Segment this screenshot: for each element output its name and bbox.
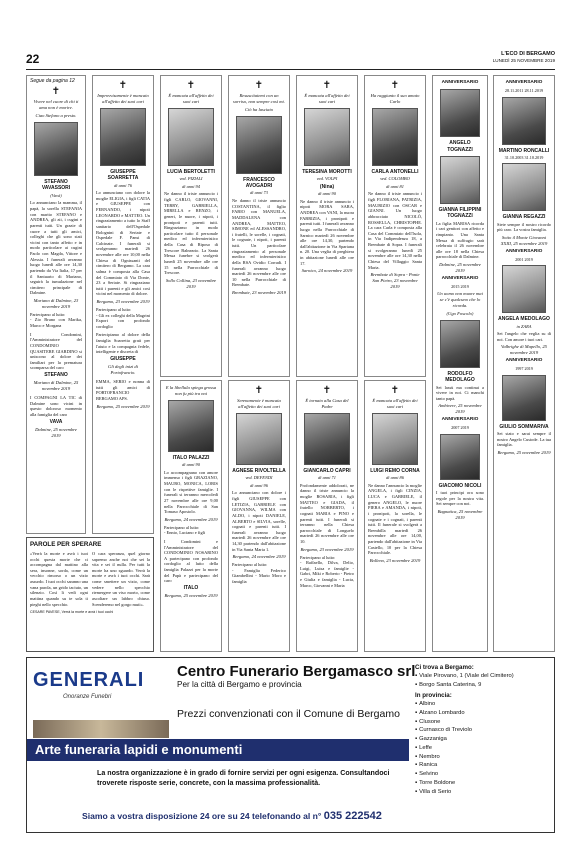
cross-icon: ✝ <box>390 80 400 91</box>
nickname: (Vavà) <box>50 192 62 198</box>
bullet-icon: ▪ <box>415 736 418 743</box>
portrait-photo <box>34 122 78 176</box>
anniversary-title: ANNIVERSARIO <box>505 358 543 364</box>
deceased-age: di anni 81 <box>386 183 404 189</box>
anniversary-years: 2015 2019 <box>451 283 469 289</box>
deceased-age: di anni 90 <box>318 191 336 197</box>
deceased-age: di anni 76 <box>114 182 132 188</box>
portrait-photo <box>502 163 546 211</box>
locations-city-title: Ci trova a Bergamo: <box>415 664 474 671</box>
cross-icon: ✝ <box>390 385 400 396</box>
deceased-age: di anni 96 <box>250 482 268 488</box>
deceased-name: ITALO PALAZZI <box>172 454 210 461</box>
date-place: Bergamo, 23 novembre 2019 <box>96 299 150 305</box>
date-place: Bergamo, 25 novembre 2019 <box>497 449 551 455</box>
town-item: ▪ Ranica <box>415 762 438 769</box>
logo-wordmark: GENERALI <box>33 669 145 691</box>
portrait-photo <box>100 108 146 166</box>
verse: Resuscitatemi con un sorriso, non sempre così mi. <box>233 93 285 104</box>
newspaper-name: L'ECO DI BERGAMO <box>501 51 555 57</box>
portrait-photo <box>168 108 214 166</box>
parole-source: CESARE PAVESE, Verrà la morte e avrà i tuoi occhi <box>30 610 114 615</box>
verse: Un uomo non muore mai se c'è qualcuno che lo ricorda. <box>437 291 483 309</box>
column-3-top <box>160 75 222 377</box>
bullet-icon: ▪ <box>415 718 418 725</box>
date-place: Sarnico, 24 novembre 2019 <box>301 268 353 274</box>
portrait-photo <box>440 156 480 204</box>
cross-icon: ✝ <box>254 385 264 396</box>
column-2 <box>92 75 154 534</box>
participation-list: - Gli ex colleghi della Magrini Export con profondo cordoglio <box>96 312 150 329</box>
deceased-age: di anni 90 <box>182 462 200 468</box>
condominium-date: Bergamo, 25 novembre 2019 <box>164 593 218 599</box>
bullet-icon: ▪ <box>415 780 418 787</box>
participation-label: Partecipano al lutto: <box>164 524 200 530</box>
participation-list: - Ennio, Luciano e figli <box>164 530 206 536</box>
deceased-name: LUIGI REMO CORNA <box>370 467 420 474</box>
ad-subtitle: Per la città di Bergamo e provincia <box>177 680 302 689</box>
deceased-name: CARLA ANTONELLI <box>371 168 419 175</box>
date-place: Bergamo, 24 novembre 2019 <box>232 554 286 560</box>
date-place: Valbrighe di Mapello, 25 novembre 2019 <box>501 344 547 356</box>
bullet-icon: ▪ <box>415 762 418 769</box>
town-item: ▪ Torre Boldone <box>415 780 456 787</box>
date-place: Bergamo, 23 novembre 2019 <box>300 546 354 552</box>
condominium-date: Mariano di Dalmine, 25 novembre 2019 <box>33 380 79 392</box>
participation-label: Partecipano al lutto: <box>232 562 268 568</box>
cross-icon: ✝ <box>186 80 196 91</box>
verse-sign: Ciao Stefano a presto. <box>35 113 77 119</box>
anniversary-text: Sei lassù ma continui a vivere in noi. Ci manchi tanto papà. <box>436 384 484 401</box>
deceased-name: GIUSEPPE SOARRETTA <box>107 168 139 182</box>
date-place: Bergamo, 24 novembre 2019 <box>164 516 218 522</box>
parole-text-left: «Verrà la morte e avrà i tuoi occhi questa morte che ci accompagna dal mattino alla sera, insonne, sorda, come un vecchio rimorso o un vizio assurdo. I tuoi occhi saranno una vana parola, un grido taciuto, un silenzio. Così li vedi ogni mattina quando su te sola ti pieghi nello specchio. <box>30 550 88 607</box>
cross-icon: ✝ <box>322 80 332 91</box>
deceased-name: GIANNA REGAZZI <box>502 214 546 221</box>
deceased-name: GIULIO SOMMARIVA <box>499 423 549 430</box>
participation-list: - Famiglia Federico Giambellini - Mario Moro e famiglia <box>232 567 286 585</box>
participation-list: - Raffaello, Dilva, Delio, Luigi, Luisa e famiglie - Gabri, Miki e Roberto - Pietro e Giulia e famiglia - Lucia, Marco, Giovanni e Maria <box>300 560 354 588</box>
portrait-photo <box>236 116 282 174</box>
address-item: ▪ Viale Pirovano, 1 (Viale del Cimitero) <box>415 673 514 680</box>
ad-convention: Prezzi convenzionati con il Comune di Bergamo <box>177 708 400 720</box>
ad-banner: Arte funeraria lapidi e monumenti <box>27 739 409 761</box>
date-place: Dalmine, 25 novembre 2019 <box>439 262 481 273</box>
anniversary-title: ANNIVERSARIO <box>505 248 543 254</box>
verse-sign: Ciò ha lasciato <box>244 106 274 112</box>
parole-text-right: O cara speranza, quel giorno sapremo anche noi che sei la vita e sei il nulla. Per tutti la morte ha uno sguardo. Verrà la morte e avrà i tuoi occhi. Sarà come smettere un vizio, come vedere nello specchio riemergere un viso morto, come ascoltare un labbro chiuso. Scenderemo nel gorgo muti». <box>92 550 150 607</box>
deceased-nickname: (Nina) <box>319 183 335 190</box>
portrait-photo <box>502 375 546 421</box>
deceased-name: GIANCARLO CAPRI <box>303 467 351 474</box>
town-item: ▪ Clusone <box>415 718 441 725</box>
ad-locations <box>415 662 552 797</box>
verse: È mancata all'affetto dei suoi cari <box>372 398 418 409</box>
column-6-top <box>364 75 426 377</box>
announcement-text: Ne danno il triste annuncio i figli CARLO, GIOVANNI, TERRY, GABRIELLA, MIRELLA e RENZO, i generi, le nuore, i nipoti, i pronipoti e parenti tutti. Ringraziamo in modo particolare tutto il personale medico ed infermieristico della Casa di Riposo di Trescore Balneario. La Santa Messa funebre si svolgerà lunedì 25 novembre alle ore 15 nella Parrocchiale di Trescore. <box>164 191 218 276</box>
bullet-icon: ▪ <box>415 709 418 716</box>
anniversary-text: I tuoi principi ora sono regole per la nostra vita. Sei sempre con noi. <box>436 490 484 507</box>
announcement-text: Lo annunciano la mamma, il papà, la sorella STEFANIA con marito STEFANO e ANDREA, gli zii, i cugini e parenti tutti. Un grazie di cuore a tutti gli amici, colleghi che gli sono stati vicini con tanto affetto e in modo particolare ai cugini Paolo con Magda, Vittore e Alessia. I funerali avranno luogo lunedì alle ore 14,30 partendo da Via Italia, 17 per il Santuario di Mariano, seguirà la tumulazione nel cimitero principale di Dalmine. <box>30 200 82 296</box>
cross-icon: ✝ <box>322 385 332 396</box>
anniversary-text: La figlia MARISA ricorda i cari genitori con affetto e rimpianto. Una Santa Messa di suffragio sarà celebrata il 26 novembre alle ore 18 nella Chiesa parrocchiale di Dalmine. <box>436 220 484 260</box>
column-8 <box>493 75 555 652</box>
date-place: Brembate, 23 novembre 2019 <box>232 290 287 296</box>
deceased-age: di anni 86 <box>386 475 404 481</box>
deceased-name: RODOLFO MEDOLAGO <box>445 370 475 384</box>
announcement-text: Ne danno il triste annuncio i figli FLORIANA, PATRIZIA, MAURIZIO con OSCAR e GIANNI. Un luogo abbracciato NICOLÒ, ROSSELLA, CHRISTOPHE. La cara Carla è composta alla Casa del Commiato dell'Isola, in Via Indipendenza 18, a Brembate di Sopra. I funerali si svolgeranno lunedì 25 novembre alle ore 14,30 nella Chiesa del Villaggio Santa Maria. <box>368 191 422 270</box>
parole-title: PAROLE PER SPERARE <box>30 541 102 548</box>
verse: Improvvisamente è mancato all'affetto dei suoi cari <box>97 93 149 104</box>
association-text: EMMA, SERIO e nonna di tutti gli amici di PORTOFRANCIO BERGAMO APS. <box>96 379 150 401</box>
bullet-icon: ▪ <box>415 788 418 795</box>
portrait-photo <box>372 413 418 465</box>
logo-subtitle: Onoranze Funebri <box>63 693 112 700</box>
deceased-age: di anni 71 <box>318 475 336 481</box>
locations-province-title: In provincia: <box>415 691 452 699</box>
date-place: Ambivere, 25 novembre 2019 <box>438 403 482 415</box>
portrait-photo <box>372 108 418 166</box>
deceased-name: TERESINA MOROTTI <box>302 168 352 175</box>
date-place: Bagnatica, 25 novembre 2019 <box>437 508 483 520</box>
deceased-age: di anni 94 <box>182 183 200 189</box>
deceased-name: AGNESE RIVOLTELLA <box>232 467 286 474</box>
deceased-name: GIACOMO NICOLI <box>438 482 482 489</box>
verse: È mancata all'affetto dei suoi cari <box>168 93 214 104</box>
announcement-text: Profondamente addolorati, ne danno il triste annuncio la moglie ROSARIA, i figli MATTEO e GIADA, il fratello NORBERTO, i cognati MARIA e PINO e parenti tutti. I funerali si terranno nella Chiesa parrocchiale di Longuelo martedì 26 novembre alle ore 10. <box>300 482 354 545</box>
parole-per-sperare-box <box>26 537 154 652</box>
participation-label: Partecipano al lutto: <box>300 554 336 560</box>
bullet-icon: ▪ <box>415 701 418 708</box>
column-5-top <box>296 75 358 377</box>
anniversary-years: 2007 2019 <box>451 425 469 431</box>
anniversary-title: ANNIVERSARIO <box>505 80 543 85</box>
town-item: ▪ Leffe <box>415 744 432 751</box>
deceased-married: ved. VOLPI <box>316 176 338 182</box>
town-item: ▪ Curnasco di Treviolo <box>415 727 472 734</box>
town-item: ▪ Nembro <box>415 753 440 760</box>
deceased-age: di anni 73 <box>250 190 268 196</box>
ad-phone: 035 222542 <box>323 810 382 822</box>
participation-list: - Zio Bruno con Marika, Marco e Morgana <box>30 317 82 329</box>
colleagues-name: VAVA <box>49 418 63 425</box>
condominium-text: I Condomini e l'Amministratore del CONDOMINIO NOSARINO A partecipano con profondo cordoglio al lutto della famiglia Palazzi per la morte del Papà e partecipano del caro <box>164 538 218 584</box>
page-number: 22 <box>26 52 40 66</box>
date-place: Brembate di Sopra - Ponte San Pietro, 23 novembre 2019 <box>370 272 420 289</box>
verse: Vivere nel cuore di chi ti ama non è morire. <box>33 99 79 111</box>
date-place: Bolleno, 23 novembre 2019 <box>369 557 421 563</box>
deceased-married: in ZARA <box>516 323 532 329</box>
colleagues-text: I COMPAGNI LA TIC di Dalmine sono vicini in questo doloroso momento alla famiglia del caro <box>30 395 82 418</box>
anniversary-dates: 28.11.2011 28.11.2019 <box>504 88 544 94</box>
verse: Serenamente è mancata all'affetto dei suoi cari <box>237 398 281 409</box>
date-place: Sotto il Monte Giovanni XXIII, 25 novembre 2019 <box>500 234 548 246</box>
colleagues-date: Dalmine, 25 novembre 2019 <box>35 427 77 438</box>
verse: È tornato alla Casa del Padre <box>305 398 349 409</box>
deceased-married: ved. DEFENDI <box>245 475 273 481</box>
building-photo <box>33 720 169 738</box>
generali-logo <box>33 668 169 714</box>
date-place: Mariano di Dalmine, 23 novembre 2019 <box>33 298 79 309</box>
verse-sign: (Ugo Foscolo) <box>446 310 474 316</box>
anniversary-years: 1997 2019 <box>515 366 533 372</box>
participation-name: GIUSEPPE <box>110 355 136 362</box>
bullet-icon: ▪ <box>415 771 418 778</box>
deceased-name: STEFANO VAVASSORI <box>41 179 71 192</box>
portrait-photo <box>304 108 350 166</box>
town-item: ▪ Alzano Lombardo <box>415 709 465 716</box>
announcement-text: Lo annunciano con dolore la moglie ELIGIA, i figli CATIA e GIUSEPPE con FERNANDO, i nipoti LEONARDO e MATTEO. Un ringraziamento a tutto lo Staff sanitario dell'Ospedale Bolognini di Seriate e Ospedale F. Pansi di Calcinate. I funerali si svolgeranno martedì 26 novembre alle ore 10,00 nella Chiesa di Ognissanti del cimitero di Bergamo. La cara salma è composta alla Casa del Commiato di Via Donte, 23 a Seriate. Si ringraziano tutti i parenti e gli amici così vicini nel momento di dolore. <box>96 190 150 297</box>
association-date: Bergamo, 25 novembre 2019 <box>96 403 150 409</box>
anniversary-text: Sei l'angelo che veglia su di noi. Con amore i tuoi cari. <box>497 331 551 342</box>
deceased-name: ANGELA MEDOLAGO <box>498 316 550 323</box>
anniversary-years: 2001 2019 <box>515 256 533 262</box>
deceased-maiden: ved. PIZIALI <box>179 176 203 182</box>
column-7 <box>432 75 488 652</box>
column-4-top <box>228 75 290 377</box>
town-item: ▪ Villa di Serio <box>415 788 452 795</box>
cross-icon: ✝ <box>51 86 61 98</box>
condominium-name: ITALO <box>183 584 199 591</box>
condominium-name: STEFANO <box>44 372 68 379</box>
verse: Ha raggiunto il suo amato Carlo <box>370 93 420 104</box>
column-4-bottom <box>228 380 290 652</box>
bullet-icon: ▪ <box>415 673 418 680</box>
announcement-text: Ne danno il triste annuncio COSTANTINA, il figlio FABIO con MANUELA, MADDALENA con ANDREA, MATTEO, SIMONE ed ALESSANDRO, i fratelli, le sorelle, i cognati, le cognate, i nipoti, i parenti tutti. Un particolare ringraziamento al personale medico ed infermieristico della RSA Ovidio Corradi. I funerali avranno luogo martedì 26 novembre alle ore 10 nella Parrocchiale di Brembate. <box>232 198 286 288</box>
bullet-icon: ▪ <box>415 744 418 751</box>
announcement-text: Ne danno il triste annuncio i nipoti MORA SARA, ANDREA con VANI, la nuora FABRIZIA, i pronipoti e parenti tutti. I funerali avranno luogo nella Parrocchiale di Sarnico martedì 26 novembre alle ore 14,30, partendo dall'abitazione in Via Spartana n. 20. Una veglia di preghiera in abitazione lunedì alle ore 17. <box>300 198 355 266</box>
bullet-icon: ▪ <box>415 753 418 760</box>
ad-title: Centro Funerario Bergamasco srl <box>177 663 416 680</box>
date-place: Sollo Collina, 23 novembre 2019 <box>165 277 217 289</box>
ad-call-text: Siamo a vostra disposizione 24 ore su 24 telefonando al n° <box>82 811 322 821</box>
portrait-photo <box>168 400 214 452</box>
segue-label: Segue da pagina 12 <box>30 78 75 84</box>
anniversary-dates: 31.10.2003 31.10.2019 <box>504 154 544 160</box>
portrait-photo <box>440 89 480 137</box>
portrait-photo <box>502 97 546 145</box>
cross-icon: ✝ <box>118 80 128 91</box>
announcement-text: Lo accompagnano con amore immenso i figli GRAZIANO, MAURO, MONICA, LORIS con le rispettive famiglie. I funerali si terranno mercoledì 27 novembre alle ore 9,00 nella Parrocchiale di San Tomaso Apostolo. <box>164 469 218 515</box>
portrait-photo <box>440 320 480 368</box>
anniversary-title: ANNIVERSARIO <box>441 417 479 423</box>
verse: E la libellula spiega grossa non fu più tra noi <box>165 385 217 396</box>
page-header <box>26 48 555 70</box>
participation-label: Partecipano al lutto: <box>30 311 66 317</box>
portrait-photo <box>502 265 546 313</box>
cross-icon: ✝ <box>254 80 264 91</box>
portrait-photo <box>304 413 350 465</box>
participation-text: Partecipiamo al dolore della famiglia Soarretta grati per l'aiuto e la compagnia fedele, intelligente e discreta di <box>96 332 150 355</box>
verse: È mancata all'affetto dei suoi cari <box>304 93 350 104</box>
participation-sign: Gli degli inizi di Portofrancio. <box>108 364 138 376</box>
deceased-name: ANGELO TOGNAZZI <box>447 140 473 153</box>
anniversary-text: Siete sempre il nostro ricordo più caro. La vostra famiglia. <box>497 221 551 233</box>
anniversary-title: ANNIVERSARIO <box>441 80 479 85</box>
ad-copy: La nostra organizzazione è in grado di fornire servizi per ogni esigenza. Consultandoci troverete risposte serie, concrete, con la massima professionalità. <box>97 769 390 787</box>
condominium-text: I Condomini, l'Amministratore del CONDOMINIO QUASITERE GIARDINO si uniscono al dolore dei familiari per la prematura scomparsa del caro <box>30 331 82 371</box>
address-item: ▪ Borgo Santa Caterina, 9 <box>415 682 482 689</box>
portrait-photo <box>236 413 282 465</box>
announcement-text: Lo annunciano con dolore i figli GIUSEPPE con LETIZIA, GABRIELE con GIOVANNA, WILMA con ALDO, i nipoti DANIELE, ALBERTO e SILVIA, sorelle, cognati e parenti tutti. I funerali avranno luogo martedì 26 novembre alle ore 14,30 partendo dall'abitazione in Via Santa Maria 1. <box>232 490 286 552</box>
anniversary-text: Sei stato e sarai sempre il nostro Angelo Custode. La tua famiglia. <box>497 431 551 448</box>
town-item: ▪ Albino <box>415 701 436 708</box>
parole-columns <box>30 551 150 607</box>
participation-label: Partecipano al lutto: <box>96 306 132 312</box>
column-1 <box>26 75 86 534</box>
deceased-married: ved. COLOMBO <box>380 176 410 182</box>
column-5-bottom <box>296 380 358 652</box>
deceased-name: GIANNA FILIPPINI TOGNAZZI <box>438 206 482 220</box>
town-item: ▪ Selvino <box>415 771 439 778</box>
deceased-name: LUCIA BERTOLETTI <box>167 168 215 175</box>
town-item: ▪ Gazzaniga <box>415 736 447 743</box>
bullet-icon: ▪ <box>415 727 418 734</box>
funeral-home-advertisement <box>26 657 555 833</box>
deceased-name: FRANCESCO AVOGADRI <box>243 176 275 190</box>
issue-date: LUNEDÌ 25 NOVEMBRE 2019 <box>492 58 555 63</box>
anniversary-title: ANNIVERSARIO <box>441 275 479 281</box>
ad-call-to-action <box>82 809 382 823</box>
column-6-bottom <box>364 380 426 652</box>
bullet-icon: ▪ <box>415 682 418 689</box>
deceased-name: MARTINO RONCALLI <box>498 147 550 154</box>
announcement-text: Ne danno l'annuncio la moglie ANGELA, i figli CINZIA, LUCA e GABRIELE, il genero ANGELO, le nuore PIERA e AMANDA, i nipoti, i pronipoti, la sorella, le cognate e i cognati, i parenti tutti. Il funerale si svolgerà a Brembilla martedì 26 novembre alle ore 14,00, partendo dall'abitazione in Via Castello, 10 per la Chiesa Parrocchiale. <box>368 482 422 556</box>
portrait-photo <box>440 434 480 480</box>
column-3-bottom <box>160 380 222 652</box>
